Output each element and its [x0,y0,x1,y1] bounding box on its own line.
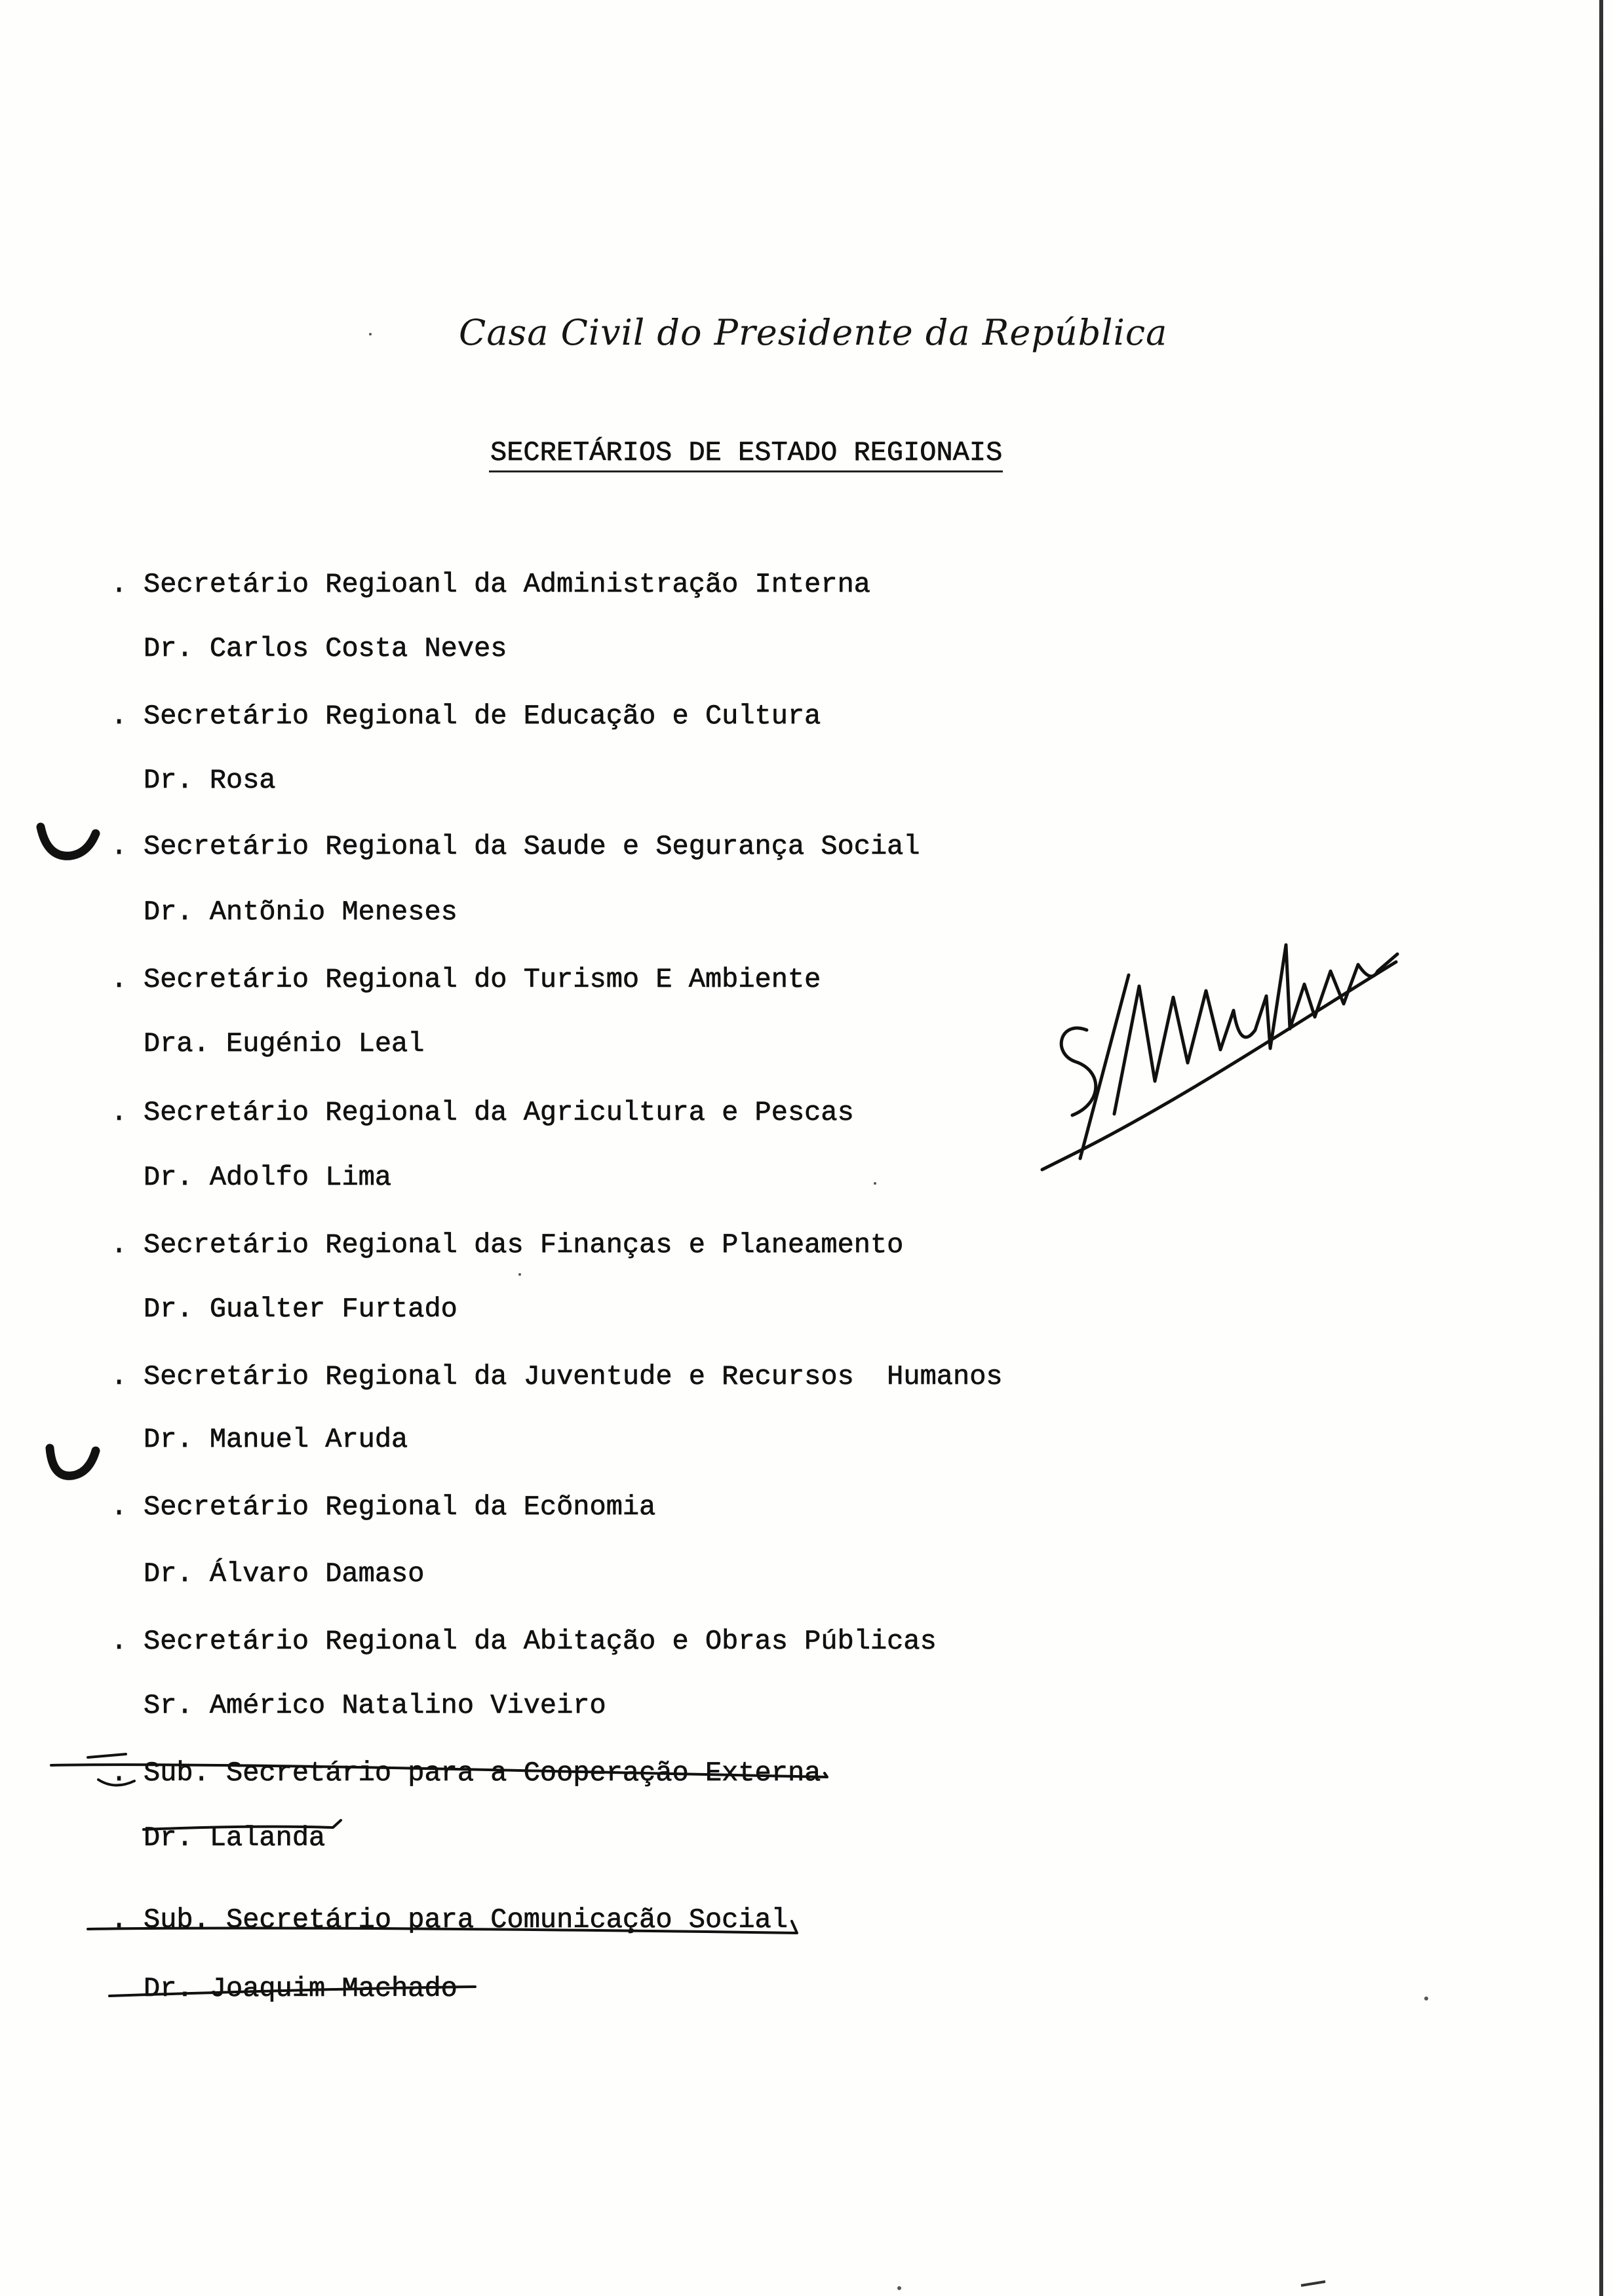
bullet-marker: . [111,1097,128,1128]
entry-name: Dra. Eugénio Leal [144,1028,425,1060]
post-title: Secretário Regional da Agricultura e Pescas [144,1097,854,1128]
entry-name: Dr. Gualter Furtado [144,1293,457,1325]
scan-speck [518,1273,521,1276]
scan-speck [1301,2282,1325,2286]
scan-speck [874,1182,876,1185]
scan-speck [1424,1997,1428,2000]
post-title: Secretário Regional da Ecõnomia [144,1491,656,1523]
signature [1042,945,1397,1170]
struck-entry-name: Dr. Lalanda [144,1822,326,1854]
entry-name: Sr. Américo Natalino Viveiro [144,1690,606,1721]
bullet-marker: . [111,1626,128,1657]
strike-line [51,1765,827,1777]
post-title: Sub. Secretário para a Cooperação Externa [144,1757,821,1789]
entry-name: Dr. Manuel Aruda [144,1424,408,1455]
post-title: Secretário Regional da Saude e Segurança Social [144,831,920,862]
scan-speck [897,2286,901,2290]
post-title: Sub. Secretário para Comunicação Social [144,1904,788,1936]
entry-name: Dr. Álvaro Damaso [144,1558,425,1590]
entry-name: Dr. Adolfo Lima [144,1162,392,1193]
post-title: Secretário Regional das Finanças e Planeamento [144,1229,904,1261]
post-title: Secretário Regional da Abitação e Obras Públicas [144,1626,937,1657]
strike-line [144,1820,341,1829]
strike-line [98,1780,134,1786]
post-title: Secretário Regional de Educação e Cultura [144,700,821,732]
strike-line [88,1921,797,1933]
entry-name: Dr. Antõnio Meneses [144,896,457,928]
bullet-marker: . [111,1361,128,1392]
struck-entry-name: Dr. Joaquim Machado [144,1973,457,2004]
entry-name: Dr. Rosa [144,765,276,796]
bullet-marker: . [111,569,128,600]
bullet-marker: . [111,700,128,732]
post-title: Secretário Regioanl da Administração Interna [144,569,870,600]
page-title: SECRETÁRIOS DE ESTADO REGIONAIS [490,437,1003,469]
strike-line [88,1754,126,1757]
bullet-marker: . [111,1491,128,1523]
bullet-marker: . [111,1757,128,1789]
page-edge [1599,0,1603,2296]
handwritten-check-icon [41,827,96,856]
handwritten-check-icon [50,1448,96,1476]
scan-speck [369,333,372,335]
post-title: Secretário Regional da Juventude e Recursos Humanos [144,1361,1003,1392]
post-title: Secretário Regional do Turismo E Ambiente [144,964,821,995]
bullet-marker: . [111,1229,128,1261]
entry-name: Dr. Carlos Costa Neves [144,633,507,664]
strike-line [109,1987,475,1996]
bullet-marker: . [111,831,128,862]
letterhead-title: Casa Civil do Presidente da República [459,312,1168,353]
bullet-marker: . [111,964,128,995]
bullet-marker: . [111,1904,128,1936]
